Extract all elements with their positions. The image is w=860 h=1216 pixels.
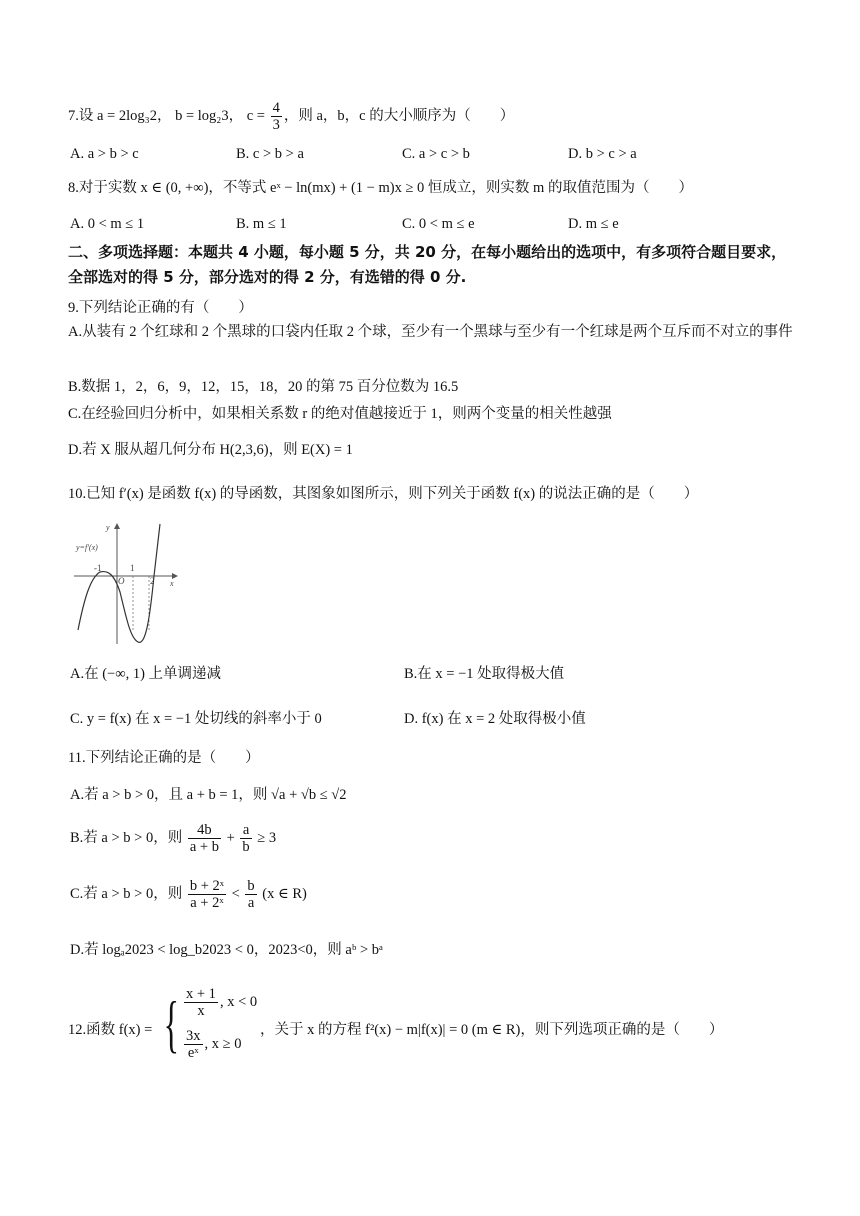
- q11-c-prefix: C.若 a > b > 0，则: [70, 886, 183, 902]
- y-axis-arrow: [114, 523, 120, 529]
- curve-label: y=f′(x): [76, 543, 98, 552]
- q12-case-2: [182, 1028, 241, 1061]
- q10-derivative-graph: [70, 520, 190, 646]
- y-axis-label: y: [106, 523, 110, 532]
- q8-option-a: A. 0 < m ≤ 1: [70, 216, 145, 232]
- q11-option-a: A.若 a > b > 0，且 a + b = 1，则 √a + √b ≤ √2: [70, 787, 347, 803]
- q11-c-f1-denominator: a + 2ˣ: [190, 895, 224, 912]
- q10-option-b: B.在 x = −1 处取得极大值: [404, 666, 565, 682]
- q11-c-fraction-2: [245, 878, 256, 911]
- q12-case-1-fraction: [184, 986, 218, 1019]
- q11-b-plus: +: [226, 830, 235, 846]
- q9-option-d: D.若 X 服从超几何分布 H(2,3,6)，则 E(X) = 1: [68, 442, 353, 458]
- q12-case-1-denominator: x: [197, 1003, 205, 1019]
- q7-c-numerator: 4: [272, 100, 280, 117]
- q11-b-f2-numerator: a: [240, 822, 251, 839]
- q12-case-2-denominator: eˣ: [187, 1045, 199, 1061]
- q12-case-1-numerator: x + 1: [186, 986, 216, 1002]
- tick-label-1: 1: [130, 563, 135, 573]
- q7-stem: 7.设 a = 2log₃2， b = log₂3， c = $\frac{4}{3}$ ，则 a，b，c 的大小顺序为（ ）: [68, 100, 515, 134]
- q8-option-d: D. m ≤ e: [568, 216, 619, 232]
- q7-c-denominator: 3: [272, 117, 280, 134]
- q7-stem-prefix: 7.设: [68, 108, 94, 124]
- q12-case-2-condition: , x ≥ 0: [204, 1035, 242, 1052]
- origin-label: O: [118, 576, 125, 586]
- q11-c-less-than: <: [231, 886, 240, 902]
- q11-c-f1-numerator: b + 2ˣ: [189, 878, 224, 895]
- q11-option-c: [70, 874, 307, 914]
- q12-suffix: ，关于 x 的方程 f²(x) − m|f(x)| = 0 (m ∈ R)，则下列选项正确的是（ ）: [260, 1022, 724, 1038]
- q8-option-c: C. 0 < m ≤ e: [402, 216, 475, 232]
- q11-c-f2-denominator: a: [247, 895, 255, 912]
- q7-a-definition: a = 2log₃2: [97, 108, 157, 124]
- q7-option-d: D. b > c > a: [568, 146, 637, 162]
- q9-option-a: A.从装有 2 个红球和 2 个黑球的口袋内任取 2 个球，至少有一个黑球与至少有一个红球是两个互斥而不对立的事件: [68, 324, 793, 340]
- q8-option-b: B. m ≤ 1: [236, 216, 287, 232]
- q11-c-suffix: (x ∈ R): [262, 886, 307, 902]
- q7-c-fraction: [271, 100, 282, 133]
- x-axis-label: x: [170, 579, 174, 588]
- q10-option-c: C. y = f(x) 在 x = −1 处切线的斜率小于 0: [70, 711, 322, 727]
- q7-b-definition: b = log₂3: [175, 108, 229, 124]
- q11-b-f2-denominator: b: [242, 839, 250, 856]
- q12-case-1-condition: , x < 0: [219, 993, 258, 1010]
- q11-c-fraction-1: [188, 878, 226, 911]
- q11-option-b: [70, 818, 276, 858]
- q11-stem: 11.下列结论正确的是（ ）: [68, 750, 260, 766]
- tick-label-minus-1: -1: [94, 563, 102, 573]
- q12-case-2-numerator: 3x: [186, 1028, 201, 1044]
- q12-piecewise-brace: {: [163, 988, 180, 1059]
- q12-prefix: 12.函数 f(x) =: [68, 1022, 153, 1038]
- q11-b-suffix: ≥ 3: [257, 830, 277, 846]
- q9-option-c: C.在经验回归分析中，如果相关系数 r 的绝对值越接近于 1，则两个变量的相关性越强: [68, 406, 612, 422]
- tick-label-2: 2: [150, 576, 155, 586]
- q11-b-fraction-2: [240, 822, 251, 855]
- q9-option-b: B.数据 1，2，6，9，12，15，18，20 的第 75 百分位数为 16.5: [68, 379, 459, 395]
- q8-stem: 8.对于实数 x ∈ (0, +∞)，不等式 eˣ − ln(mx) + (1 − m)x ≥ 0 恒成立，则实数 m 的取值范围为（ ）: [68, 180, 693, 196]
- q7-stem-suffix: ，则 a，b，c 的大小顺序为（ ）: [283, 108, 515, 124]
- q7-option-c: C. a > c > b: [402, 146, 470, 162]
- q12-case-1: [182, 986, 257, 1019]
- q7-c-lhs: c =: [246, 108, 265, 124]
- q7-option-b: B. c > b > a: [236, 146, 304, 162]
- q10-option-d: D. f(x) 在 x = 2 处取得极小值: [404, 711, 586, 727]
- q11-option-d: D.若 logₐ2023 < log_b2023 < 0，2023<0，则 aᵇ > bᵃ: [70, 942, 383, 958]
- section-2-heading: 二、多项选择题：本题共 4 小题，每小题 5 分，共 20 分，在每小题给出的选项中，有多项符合题目要求，全部选对的得 5 分，部分选对的得 2 分，有选错的得 0 分.: [68, 243, 787, 286]
- q7-option-a: A. a > b > c: [70, 146, 139, 162]
- q10-stem: 10.已知 f′(x) 是函数 f(x) 的导函数，其图象如图所示，则下列关于函数 f(x) 的说法正确的是（ ）: [68, 486, 699, 502]
- q11-b-fraction-1: [188, 822, 221, 855]
- q11-b-f1-denominator: a + b: [189, 839, 219, 856]
- q11-b-f1-numerator: 4b: [188, 822, 221, 839]
- q10-option-a: A.在 (−∞, 1) 上单调递减: [70, 666, 222, 682]
- q11-c-f2-numerator: b: [247, 878, 255, 895]
- q11-b-prefix: B.若 a > b > 0，则: [70, 830, 183, 846]
- q9-stem: 9.下列结论正确的有（ ）: [68, 300, 253, 316]
- q12-case-2-fraction: [184, 1028, 203, 1061]
